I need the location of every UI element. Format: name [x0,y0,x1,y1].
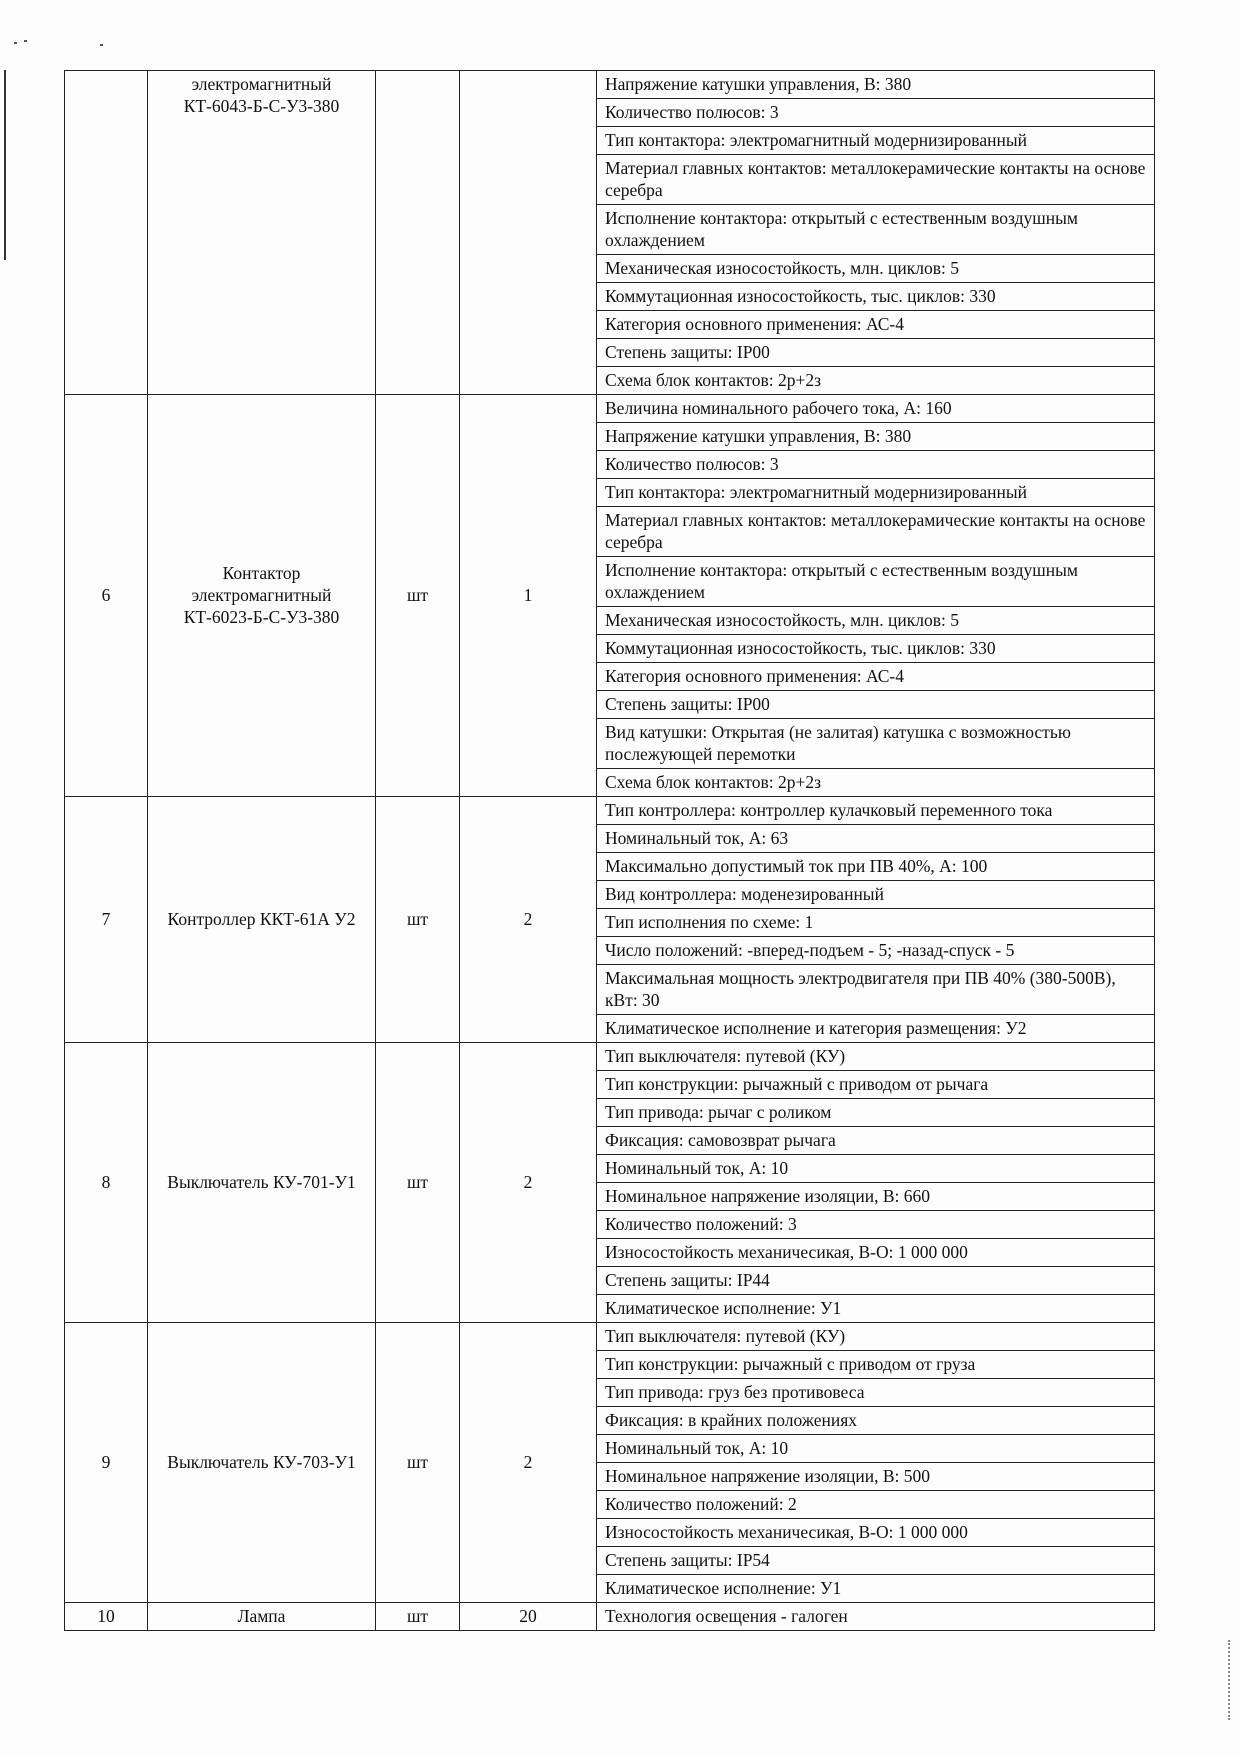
characteristic-cell: Категория основного применения: АС-4 [597,663,1155,691]
characteristic-cell: Номинальное напряжение изоляции, В: 660 [597,1183,1155,1211]
item-number-cell: 8 [65,1043,148,1323]
table-row [65,797,1155,825]
item-number-cell: 9 [65,1323,148,1603]
characteristic-cell: Схема блок контактов: 2р+2з [597,769,1155,797]
item-number-cell: 7 [65,797,148,1043]
characteristic-cell: Максимально допустимый ток при ПВ 40%, А: 100 [597,853,1155,881]
item-number-cell: 10 [65,1603,148,1631]
specification-table [64,70,1155,1631]
unit-cell: шт [376,1043,460,1323]
characteristic-cell: Номинальное напряжение изоляции, В: 500 [597,1463,1155,1491]
characteristic-cell: Климатическое исполнение: У1 [597,1295,1155,1323]
characteristic-cell: Износостойкость механичесикая, В-О: 1 000 000 [597,1519,1155,1547]
item-name-cell: Контактор электромагнитный КТ-6023-Б-С-У3-380 [148,395,376,797]
unit-cell: шт [376,1603,460,1631]
unit-cell: шт [376,395,460,797]
characteristic-cell: Степень защиты: IP00 [597,339,1155,367]
characteristic-cell: Вид катушки: Открытая (не залитая) катушка с возможностью послежующей перемотки [597,719,1155,769]
item-name-cell: Выключатель КУ-701-У1 [148,1043,376,1323]
characteristic-cell: Тип привода: груз без противовеса [597,1379,1155,1407]
item-name-cell: Лампа [148,1603,376,1631]
table-row [65,71,1155,99]
characteristic-cell: Тип контактора: электромагнитный модернизированный [597,127,1155,155]
characteristic-cell: Тип исполнения по схеме: 1 [597,909,1155,937]
characteristic-cell: Степень защиты: IP00 [597,691,1155,719]
scan-side-dots [1227,1640,1230,1720]
characteristic-cell: Климатическое исполнение и категория размещения: У2 [597,1015,1155,1043]
table-row [65,1043,1155,1071]
characteristic-cell: Количество положений: 2 [597,1491,1155,1519]
characteristic-cell: Напряжение катушки управления, В: 380 [597,423,1155,451]
characteristic-cell: Тип конструкции: рычажный с приводом от рычага [597,1071,1155,1099]
item-name-cell: Контроллер ККТ-61А У2 [148,797,376,1043]
quantity-cell: 1 [460,395,597,797]
scan-edge-mark [4,70,6,260]
characteristic-cell: Тип конструкции: рычажный с приводом от груза [597,1351,1155,1379]
characteristic-cell: Номинальный ток, А: 10 [597,1435,1155,1463]
scan-dot [100,44,103,46]
characteristic-cell: Материал главных контактов: металлокерамические контакты на основе серебра [597,155,1155,205]
characteristic-cell: Тип привода: рычаг с роликом [597,1099,1155,1127]
characteristic-cell: Категория основного применения: АС-4 [597,311,1155,339]
characteristic-cell: Тип контроллера: контроллер кулачковый переменного тока [597,797,1155,825]
characteristic-cell: Количество положений: 3 [597,1211,1155,1239]
characteristic-cell: Схема блок контактов: 2р+2з [597,367,1155,395]
characteristic-cell: Степень защиты: IP54 [597,1547,1155,1575]
quantity-cell: 2 [460,797,597,1043]
characteristic-cell: Число положений: -вперед-подъем - 5; -назад-спуск - 5 [597,937,1155,965]
characteristic-cell: Вид контроллера: моденезированный [597,881,1155,909]
characteristic-cell: Исполнение контактора: открытый с естественным воздушным охлаждением [597,557,1155,607]
characteristic-cell: Фиксация: в крайних положениях [597,1407,1155,1435]
item-name-cell: электромагнитный КТ-6043-Б-С-У3-380 [148,71,376,395]
characteristic-cell: Количество полюсов: 3 [597,99,1155,127]
table-row [65,1323,1155,1351]
quantity-cell [460,71,597,395]
unit-cell: шт [376,797,460,1043]
item-name-cell: Выключатель КУ-703-У1 [148,1323,376,1603]
scan-dot [14,42,17,44]
characteristic-cell: Номинальный ток, А: 10 [597,1155,1155,1183]
characteristic-cell: Коммутационная износостойкость, тыс. циклов: 330 [597,283,1155,311]
quantity-cell: 2 [460,1043,597,1323]
characteristic-cell: Напряжение катушки управления, В: 380 [597,71,1155,99]
characteristic-cell: Количество полюсов: 3 [597,451,1155,479]
specification-table-body [65,71,1155,1631]
quantity-cell: 2 [460,1323,597,1603]
characteristic-cell: Материал главных контактов: металлокерамические контакты на основе серебра [597,507,1155,557]
quantity-cell: 20 [460,1603,597,1631]
characteristic-cell: Технология освещения - галоген [597,1603,1155,1631]
characteristic-cell: Механическая износостойкость, млн. циклов: 5 [597,607,1155,635]
characteristic-cell: Тип выключателя: путевой (КУ) [597,1043,1155,1071]
table-row [65,395,1155,423]
unit-cell [376,71,460,395]
characteristic-cell: Износостойкость механичесикая, В-О: 1 000 000 [597,1239,1155,1267]
characteristic-cell: Максимальная мощность электродвигателя при ПВ 40% (380-500В), кВт: 30 [597,965,1155,1015]
characteristic-cell: Тип выключателя: путевой (КУ) [597,1323,1155,1351]
characteristic-cell: Коммутационная износостойкость, тыс. циклов: 330 [597,635,1155,663]
characteristic-cell: Фиксация: самовозврат рычага [597,1127,1155,1155]
characteristic-cell: Механическая износостойкость, млн. циклов: 5 [597,255,1155,283]
table-row [65,1603,1155,1631]
characteristic-cell: Климатическое исполнение: У1 [597,1575,1155,1603]
unit-cell: шт [376,1323,460,1603]
item-number-cell: 6 [65,395,148,797]
item-number-cell [65,71,148,395]
characteristic-cell: Тип контактора: электромагнитный модернизированный [597,479,1155,507]
scan-dot [24,40,27,42]
characteristic-cell: Степень защиты: IP44 [597,1267,1155,1295]
characteristic-cell: Исполнение контактора: открытый с естественным воздушным охлаждением [597,205,1155,255]
characteristic-cell: Номинальный ток, А: 63 [597,825,1155,853]
characteristic-cell: Величина номинального рабочего тока, А: 160 [597,395,1155,423]
